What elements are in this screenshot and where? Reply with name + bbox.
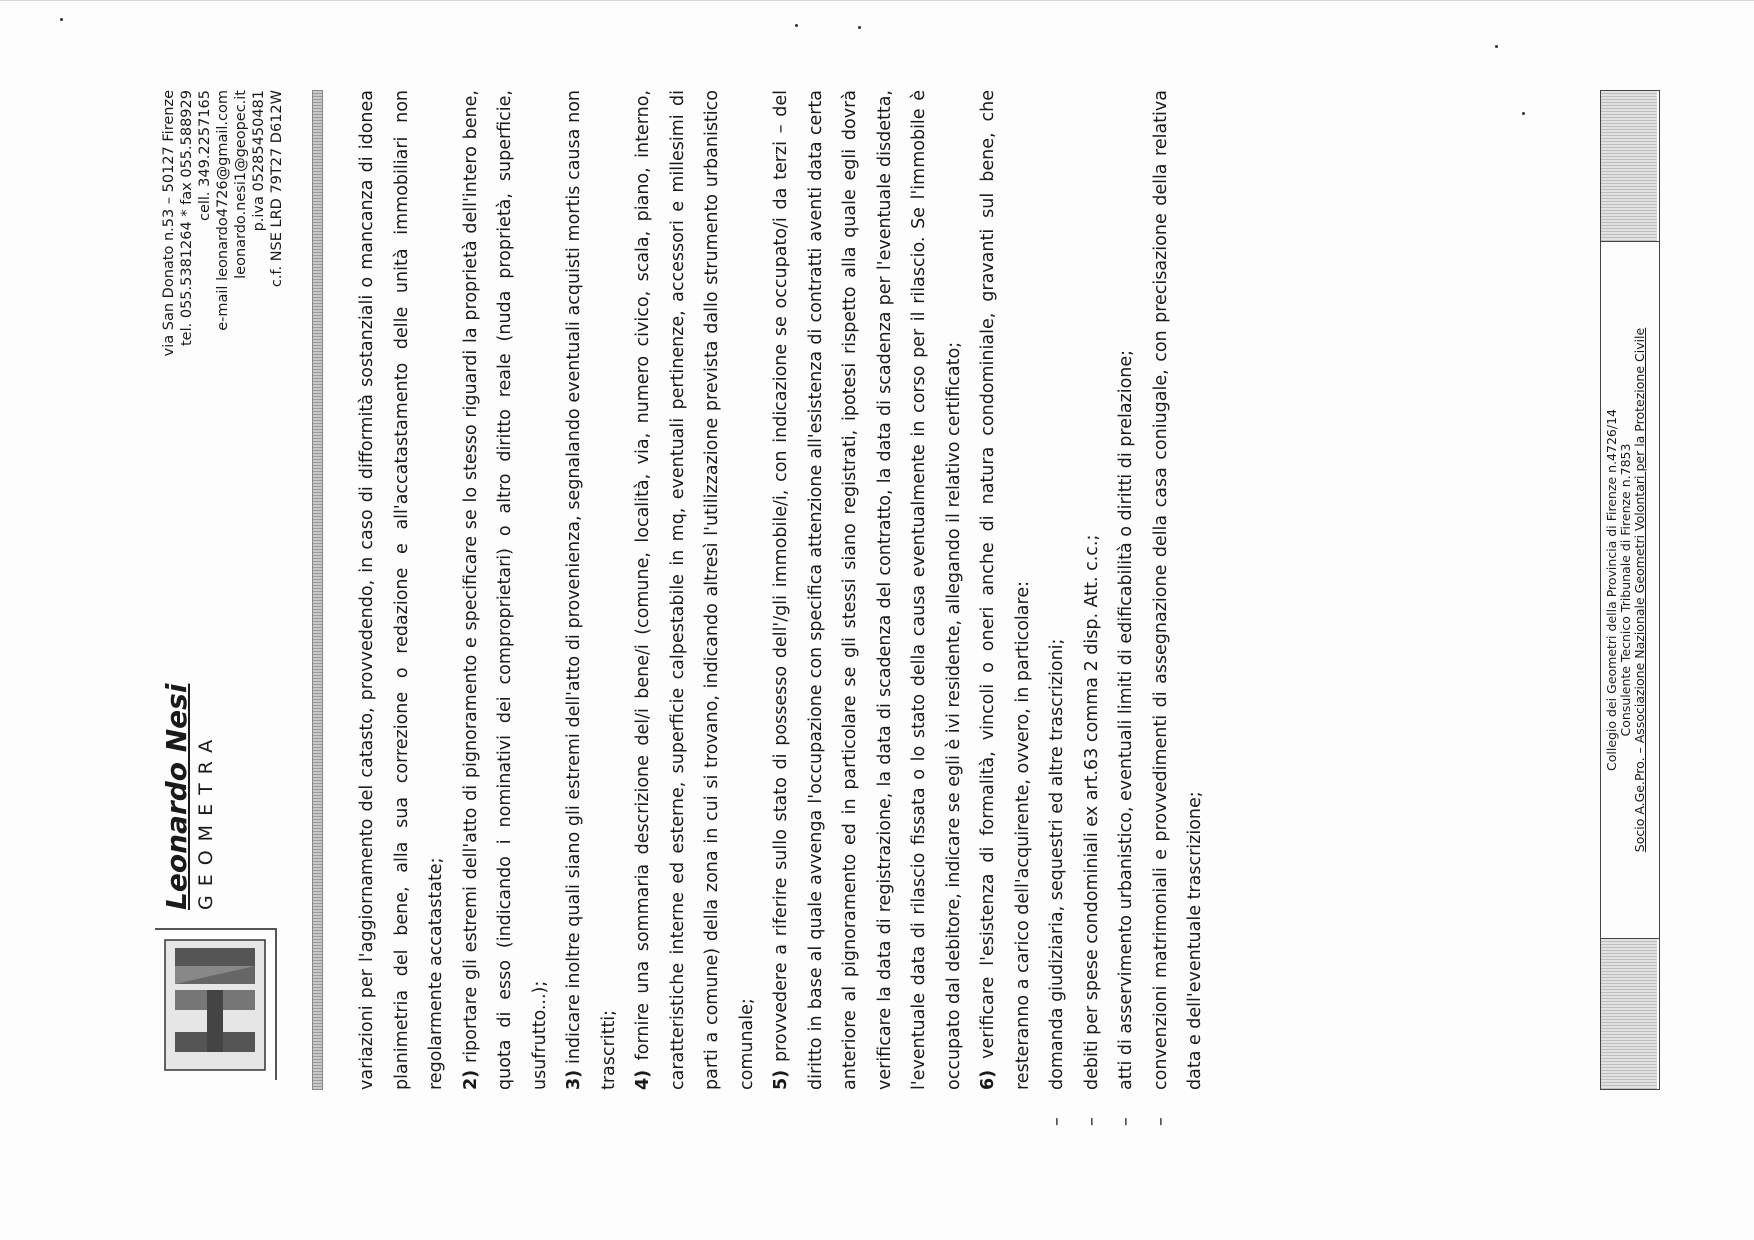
item-text: verificare l'esistenza di formalità, vincoli o oneri anche di natura condominiale, gravanti sul bene, che resteranno a carico dell'acquirente, ovvero, in particolare: [978, 90, 1033, 1090]
item-number: 6) [978, 1069, 998, 1090]
item-text: riportare gli estremi dell'atto di pignoramento e specificare se lo stesso riguardi la proprietà dell'intero bene, quota di esso (indicando i nominativi dei comproprietari) o altro diritto reale (nuda proprietà, superficie, usufrutto...); [460, 90, 550, 1090]
paragraph-continuation: variazioni per l'aggiornamento del catasto, provvedendo, in caso di difformità sostanziali o mancanza di idonea planimetria del bene, alla sua correzione o redazione e all'accatastamento delle unità immobiliari non regolarmente accatastate; [357, 90, 446, 1090]
list-item-text: domanda giudiziaria, sequestri ed altre trascrizioni; [1047, 638, 1067, 1090]
contact-pec: leonardo.nesi1@geopec.it [233, 90, 249, 279]
dash-bullet: – [1116, 1117, 1136, 1126]
list-item-text: convenzioni matrimoniali e provvedimenti di assegnazione della casa coniugale, con precisazione della relativa data e dell'eventuale trascrizione; [1150, 90, 1205, 1090]
page-footer [1600, 90, 1660, 1090]
paragraph-item-5 [764, 90, 971, 1090]
item-text: provvedere a riferire sullo stato di possesso dell'/gli immobile/i, con indicazione se occupato/i da terzi – del diritto in base al quale avvenga l'occupazione con specifica attenzione all'esistenza di contratti aventi data certa anteriore al pignoramento ed in particolare se gli stessi siano registrati, ipotesi rispetto alla quale egli dovrà verificare la data di registrazione, la data di scadenza del contratto, la data di scadenza per l'eventuale disdetta, l'eventuale data di rilascio fissata o lo stato della causa eventualmente in corso per il rilascio. Se l'immobile è occupato dal debitore, indicare se egli è ivi residente, allegando il relativo certificato; [771, 90, 964, 1090]
contact-block [160, 90, 286, 570]
footer-pattern-left [1601, 939, 1657, 1089]
contact-email: e-mail leonardo4726@gmail.com [215, 90, 231, 331]
scan-speck [858, 26, 861, 29]
item-number: 3) [564, 1069, 584, 1090]
item-text: indicare inoltre quali siano gli estremi dell'atto di provenienza, segnalando eventuali acquisti mortis causa non trascritti; [564, 90, 619, 1090]
item-number: 4) [633, 1069, 653, 1090]
item-number: 5) [771, 1069, 791, 1090]
item-number: 2) [460, 1069, 481, 1090]
contact-tax-code: c.f. NSE LRD 79T27 D612W [269, 90, 285, 288]
dash-bullet: – [1047, 1117, 1067, 1126]
dash-bullet: – [1150, 1117, 1171, 1126]
firm-name: Leonardo Nesi [160, 683, 193, 910]
scan-speck [1495, 45, 1498, 48]
scan-speck [1522, 112, 1525, 115]
footer-line-college: Collegio dei Geometri della Provincia di Firenze n.4726/14 [1604, 409, 1619, 771]
list-item [1144, 90, 1213, 1126]
footer-line-association: Socio A.Ge.Pro. – Associazione Nazionale Geometri Volontari per la Protezione Civile [1632, 327, 1647, 853]
footer-line-consultant: Consulente Tecnico Tribunale di Firenze n.7853 [1618, 443, 1633, 737]
header-divider [312, 90, 323, 1090]
contact-address: via San Donato n.53 – 50127 Firenze [161, 90, 177, 357]
contact-phone: tel. 055.5381264 * fax 055.588929 [179, 90, 195, 347]
paragraph-item-4 [626, 90, 764, 1090]
paragraph-item-3 [557, 90, 626, 1090]
list-item [1109, 90, 1144, 1126]
footer-pattern-right [1601, 91, 1657, 241]
scan-speck [795, 24, 798, 27]
page-edge [0, 0, 1754, 1]
paragraph-item-2 [454, 90, 558, 1090]
firm-profession: GEOMETRA [195, 730, 217, 910]
contact-mobile: cell. 349.2257165 [197, 90, 213, 222]
firm-logo [155, 928, 277, 1080]
document-body [350, 90, 1213, 1126]
item-text: fornire una sommaria descrizione del/i bene/i (comune, località, via, numero civico, scala, piano, interno, caratteristiche interne ed esterne, superficie calpestabile in mq, eventuali pertinenze, accessori e millesimi di parti a comune) della zona in cui si trovano, indicando altresì l'utilizzazione prevista dallo strumento urbanistico comunale; [633, 90, 757, 1090]
contact-vat: p.iva 05285450481 [251, 90, 267, 232]
list-item-text: debiti per spese condominiali ex art.63 comma 2 disp. Att. c.c.; [1081, 534, 1102, 1090]
dash-bullet: – [1081, 1117, 1102, 1126]
list-item [1075, 90, 1110, 1126]
logo-mark-icon [155, 930, 275, 1080]
footer-credentials [1601, 241, 1659, 939]
scan-speck [60, 18, 63, 21]
paragraph-item-6 [971, 90, 1040, 1090]
list-item [1040, 90, 1075, 1126]
list-item-text: atti di asservimento urbanistico, eventuali limiti di edificabilità o diritti di prelazione; [1116, 349, 1136, 1090]
